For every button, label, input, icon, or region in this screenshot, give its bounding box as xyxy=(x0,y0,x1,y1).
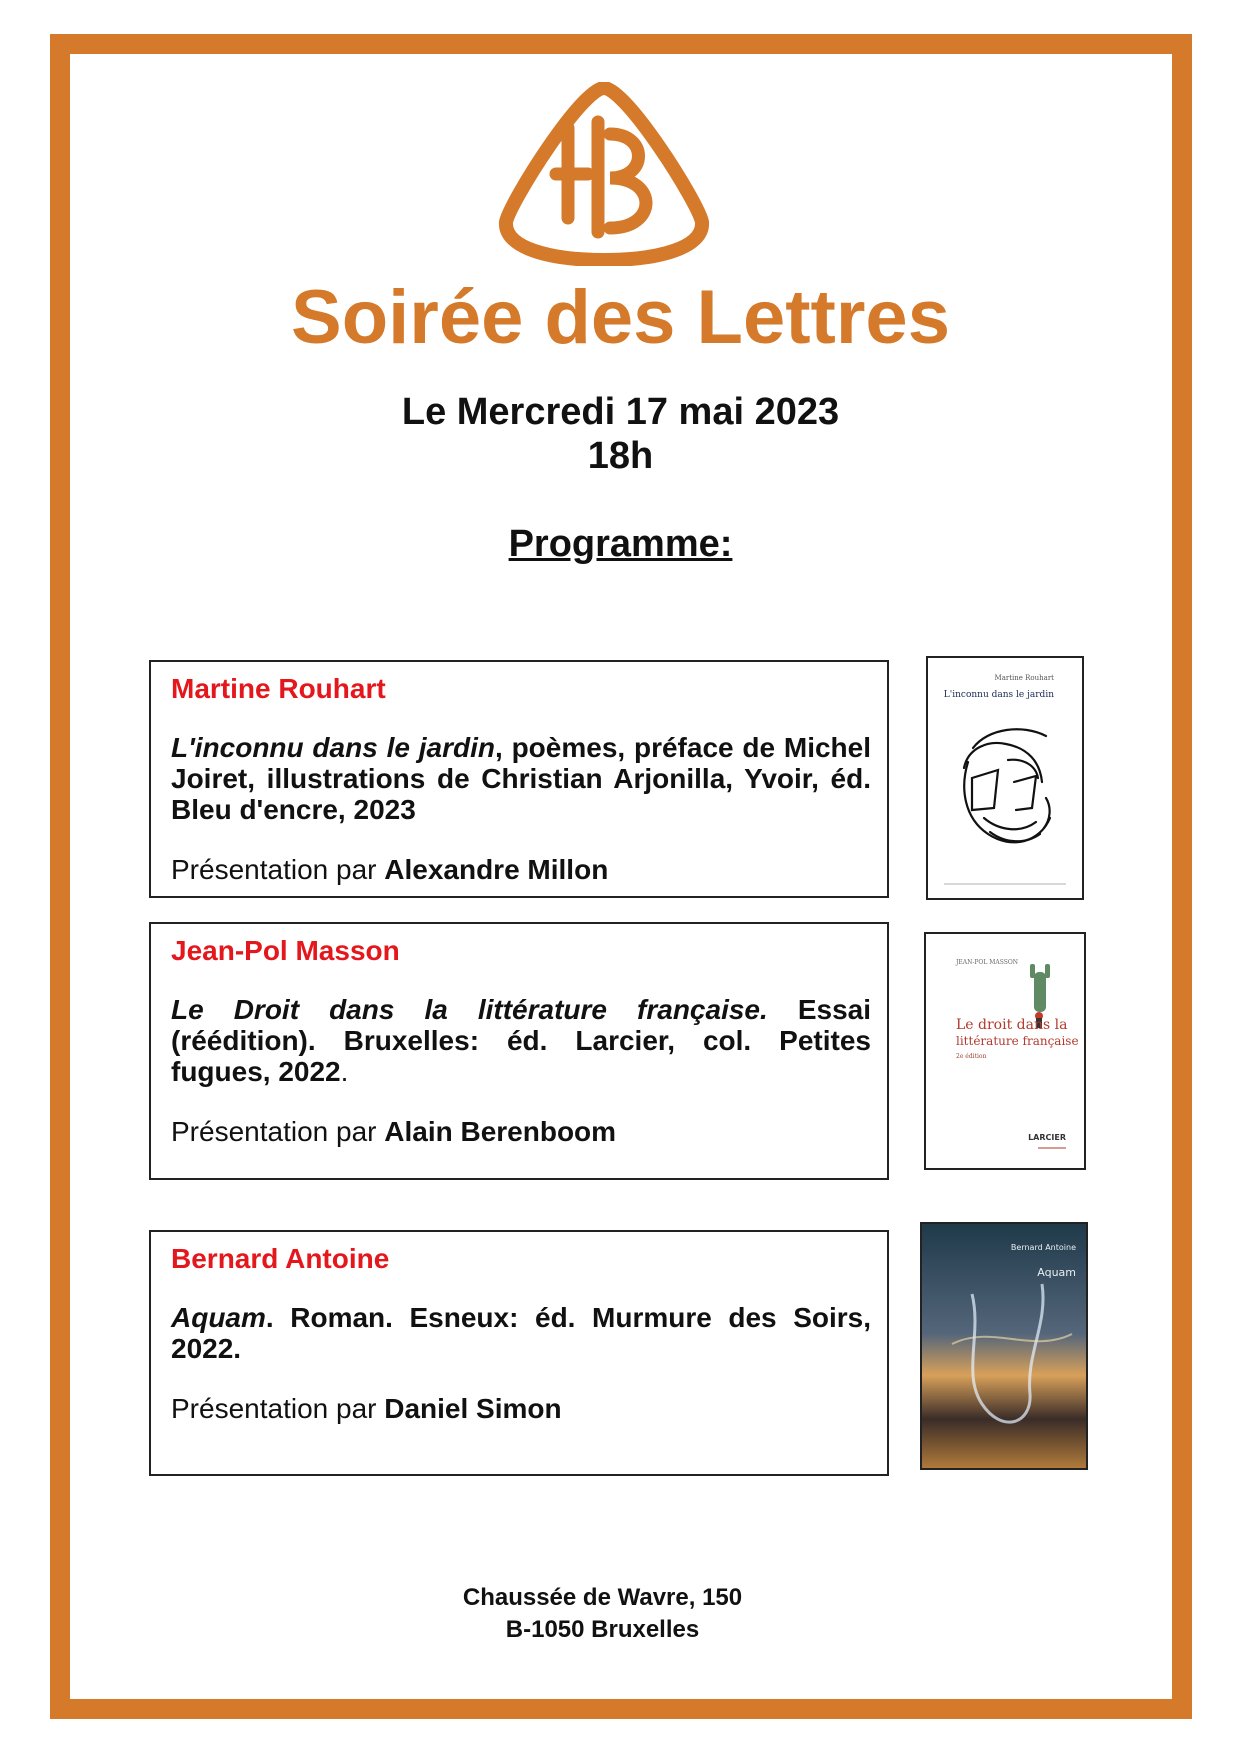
book-details: Essai (réédition). Bruxelles: éd. Larcier, col. Petites fugues, 2022 xyxy=(171,993,871,1087)
cover-author: Bernard Antoine xyxy=(1010,1243,1076,1252)
book-description xyxy=(171,994,871,1087)
book-details: , poèmes, préface de Michel Joiret, illustrations de Christian Arjonilla, Yvoir, éd. Bleu d'encre, 2023 xyxy=(171,731,871,825)
author-name: Bernard Antoine xyxy=(171,1243,390,1274)
line-drawing-illustration xyxy=(964,729,1050,842)
book-cover xyxy=(924,932,1086,1170)
book-details-suffix: . xyxy=(340,1055,349,1087)
programme-item xyxy=(149,922,889,1180)
presenter-name: Alain Berenboom xyxy=(384,1115,617,1147)
address-line: B-1050 Bruxelles xyxy=(505,1616,700,1643)
water-splash-photo xyxy=(922,1224,1086,1468)
cover-title-line2: littérature française xyxy=(956,1034,1079,1048)
cover-edition: 2e édition xyxy=(956,1053,987,1060)
programme-heading: Programme: xyxy=(508,523,733,565)
presentation-line xyxy=(171,1115,871,1149)
book-cover xyxy=(926,656,1084,900)
cover-title: Aquam xyxy=(1037,1266,1076,1279)
presentation-prefix: Présentation par xyxy=(171,1115,377,1147)
event-date: Le Mercredi 17 mai 2023 xyxy=(401,391,840,433)
event-time: 18h xyxy=(587,435,654,477)
presentation-line xyxy=(171,1392,871,1426)
book-details: . Roman. Esneux: éd. Murmure des Soirs, 2022. xyxy=(171,1301,871,1364)
cover-publisher: LARCIER xyxy=(1028,1133,1066,1142)
venue-address xyxy=(0,1582,1205,1646)
presentation-prefix: Présentation par xyxy=(171,1392,377,1424)
book-cover xyxy=(920,1222,1088,1470)
presenter-name: Daniel Simon xyxy=(384,1392,562,1424)
cover-author: Martine Rouhart xyxy=(994,674,1054,682)
presentation-prefix: Présentation par xyxy=(171,853,377,885)
book-description xyxy=(171,1302,871,1364)
programme-item xyxy=(149,660,889,898)
event-title: Soirée des Lettres xyxy=(291,275,950,360)
author-name: Jean-Pol Masson xyxy=(171,935,400,966)
foundation-logo xyxy=(498,82,710,266)
presentation-line xyxy=(171,853,871,887)
book-title: L'inconnu dans le jardin xyxy=(171,731,495,763)
book-title: Le Droit dans la littérature française. xyxy=(171,993,768,1025)
address-line: Chaussée de Wavre, 150 xyxy=(462,1584,743,1611)
cover-title-line1: Le droit dans la xyxy=(956,1017,1068,1033)
cover-author: JEAN-POL MASSON xyxy=(956,959,1019,966)
cover-title: L'inconnu dans le jardin xyxy=(943,690,1054,700)
author-name: Martine Rouhart xyxy=(171,673,386,704)
book-title: Aquam xyxy=(171,1301,266,1333)
presenter-name: Alexandre Millon xyxy=(384,853,609,885)
programme-item xyxy=(149,1230,889,1476)
book-description xyxy=(171,732,871,825)
